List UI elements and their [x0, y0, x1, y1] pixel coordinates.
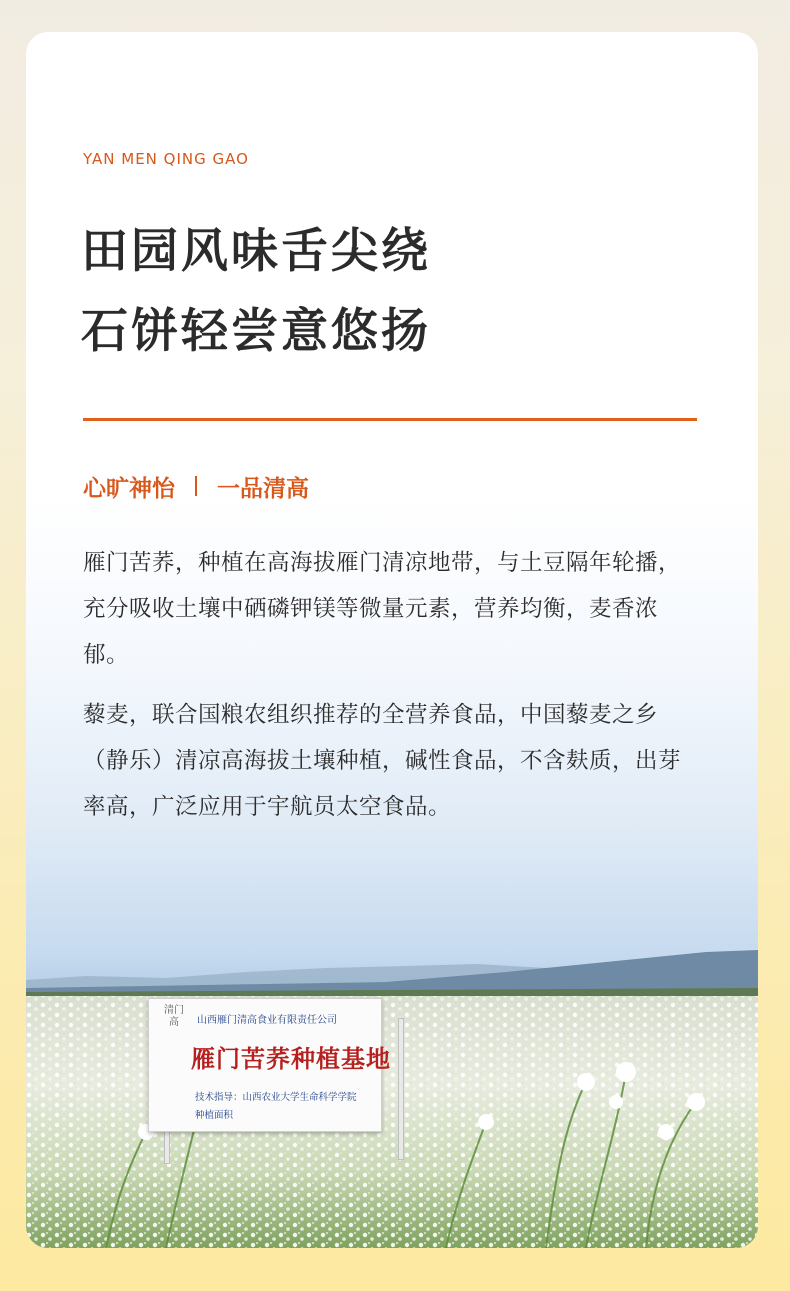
tagline — [83, 466, 309, 506]
tagline-right: 一品清高 — [217, 475, 309, 502]
sign-logo: 清门 高 — [164, 1005, 184, 1028]
paragraph-buckwheat: 雁门苦荞，种植在高海拔雁门清凉地带，与土豆隔年轮播，充分吸收土壤中硒磷钾镁等微量元素，营养均衡，麦香浓郁。 — [83, 550, 682, 668]
tagline-left: 心旷神怡 — [83, 475, 175, 502]
sign-area-line: 种植面积 — [195, 1110, 234, 1121]
paragraph-quinoa: 藜麦，联合国粮农组织推荐的全营养食品，中国藜麦之乡（静乐）清凉高海拔土壤种植，碱性食品，不含麸质，出芽率高，广泛应用于宇航员太空食品。 — [83, 702, 682, 820]
title-line-1: 田园风味舌尖绕 — [81, 224, 431, 279]
title-line-2: 石饼轻尝意悠扬 — [81, 304, 431, 359]
tagline-separator — [195, 476, 197, 496]
sign-main-title: 雁门苦荞种植基地 — [191, 1044, 391, 1073]
page-title — [81, 212, 431, 372]
buckwheat-field-photo — [26, 872, 758, 1248]
brand-subtitle: YAN MEN QING GAO — [83, 150, 249, 168]
farm-signboard — [148, 998, 391, 1132]
content-card — [26, 32, 758, 1248]
sign-tech-guidance: 技术指导：山西农业大学生命科学学院 — [195, 1092, 357, 1103]
sign-company-name: 山西雁门清高食业有限责任公司 — [197, 1015, 337, 1026]
sign-post-right — [398, 1018, 404, 1160]
divider-line — [83, 418, 697, 421]
